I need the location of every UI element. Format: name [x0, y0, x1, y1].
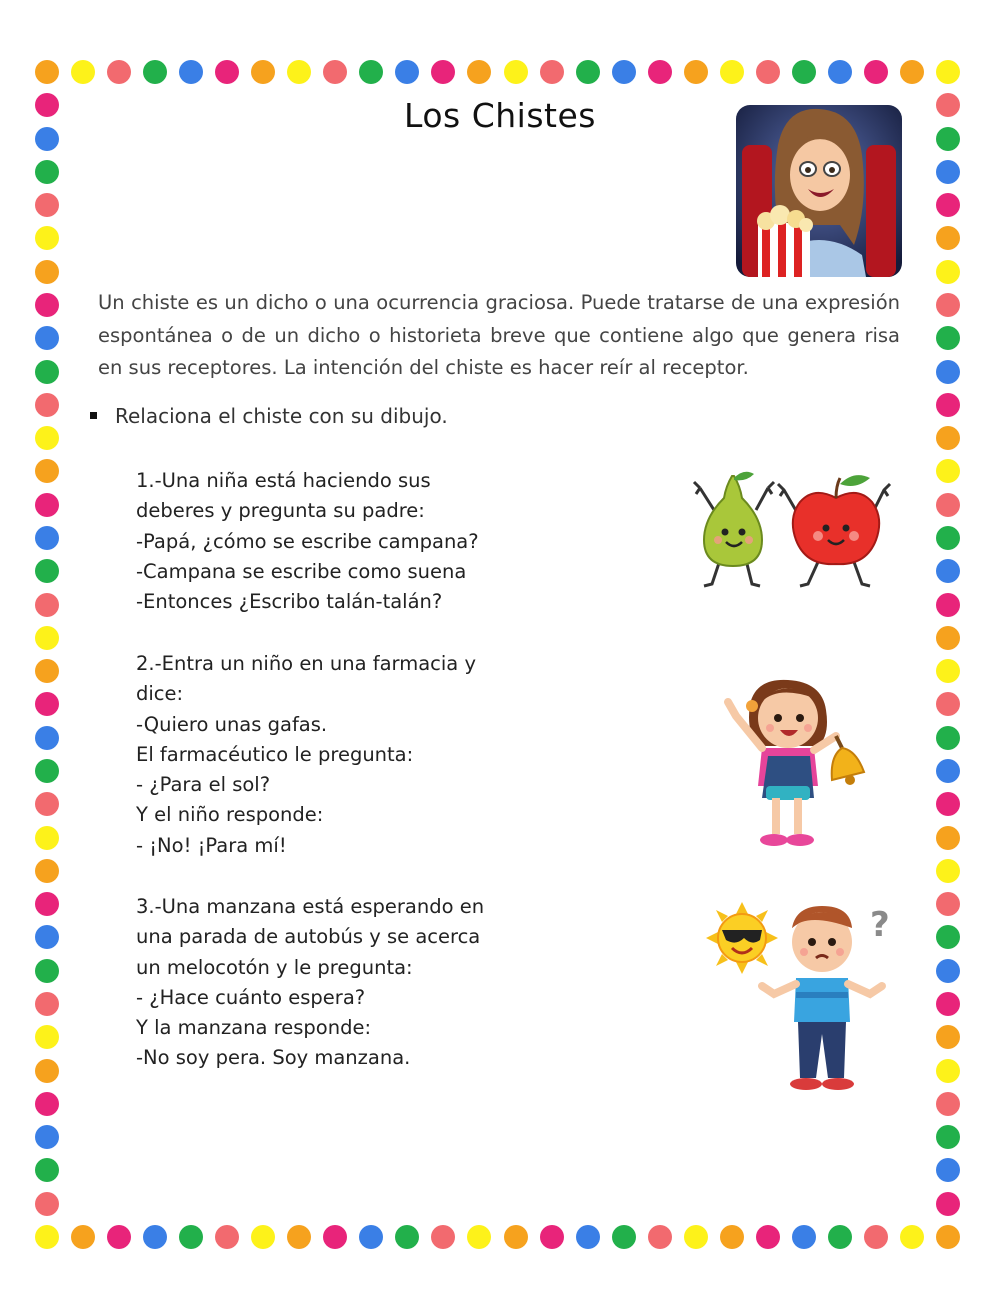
border-dot: [35, 759, 59, 783]
border-dot: [179, 1225, 203, 1249]
border-dot: [35, 393, 59, 417]
border-dot: [936, 426, 960, 450]
border-dot: [179, 60, 203, 84]
border-dot: [936, 1192, 960, 1216]
border-dot: [35, 1092, 59, 1116]
sun-and-boy-image[interactable]: [704, 898, 899, 1098]
joke-line: -Entonces ¿Escribo talán-talán?: [136, 590, 443, 614]
border-dot: [251, 60, 275, 84]
border-dot: [35, 959, 59, 983]
pear-icon: [694, 472, 774, 586]
girl-with-bell-image[interactable]: [718, 676, 878, 856]
border-dot: [35, 559, 59, 583]
border-dot: [35, 1192, 59, 1216]
border-dot: [540, 60, 564, 84]
border-dot: [251, 1225, 275, 1249]
border-dot: [936, 826, 960, 850]
border-dot: [35, 426, 59, 450]
border-dot: [35, 60, 59, 84]
border-dot: [107, 60, 131, 84]
border-dot: [143, 60, 167, 84]
instruction-text: Relaciona el chiste con su dibujo.: [115, 404, 448, 428]
border-dot: [828, 60, 852, 84]
girl-icon: [728, 680, 836, 846]
border-dot: [35, 726, 59, 750]
joke-line: dice:: [136, 682, 184, 706]
border-dot: [35, 360, 59, 384]
joke-line: Y la manzana responde:: [136, 1016, 372, 1040]
border-dot: [143, 1225, 167, 1249]
border-dot: [35, 326, 59, 350]
border-dot: [35, 193, 59, 217]
border-dot: [504, 1225, 528, 1249]
border-dot: [828, 1225, 852, 1249]
border-dot: [936, 559, 960, 583]
border-dot: [648, 1225, 672, 1249]
border-dot: [35, 892, 59, 916]
joke-line: un melocotón y le pregunta:: [136, 955, 413, 979]
border-dot: [936, 892, 960, 916]
joke-line: 2.-Entra un niño en una farmacia y: [136, 652, 476, 675]
border-dot: [215, 60, 239, 84]
border-dot: [612, 1225, 636, 1249]
border-dot: [756, 1225, 780, 1249]
border-dot: [504, 60, 528, 84]
border-dot: [936, 992, 960, 1016]
apple-icon: [778, 475, 890, 586]
border-dot: [936, 493, 960, 517]
border-dot: [936, 326, 960, 350]
joke-line: -No soy pera. Soy manzana.: [136, 1046, 411, 1070]
joke-line: -Papá, ¿cómo se escribe campana?: [136, 529, 479, 553]
border-dot: [323, 60, 347, 84]
border-dot: [720, 60, 744, 84]
border-dot: [936, 1125, 960, 1149]
border-dot: [35, 260, 59, 284]
joke-line: - ¡No! ¡Para mí!: [136, 833, 287, 857]
border-dot: [936, 859, 960, 883]
joke-1: [136, 466, 526, 617]
border-dot: [431, 60, 455, 84]
border-dot: [35, 459, 59, 483]
sun-with-sunglasses-icon: [706, 902, 778, 974]
border-dot: [792, 60, 816, 84]
border-dot: [936, 260, 960, 284]
border-dot: [540, 1225, 564, 1249]
confused-boy-icon: [762, 906, 882, 1090]
border-dot: [107, 1225, 131, 1249]
border-dot: [936, 1059, 960, 1083]
instruction: [90, 401, 448, 431]
border-dot: [467, 60, 491, 84]
border-dot: [467, 1225, 491, 1249]
border-dot: [71, 1225, 95, 1249]
border-dot: [71, 60, 95, 84]
border-dot: [359, 1225, 383, 1249]
border-dot: [576, 60, 600, 84]
joke-line: deberes y pregunta su padre:: [136, 499, 425, 523]
border-dot: [359, 60, 383, 84]
border-dot: [936, 1092, 960, 1116]
border-dot: [936, 593, 960, 617]
question-mark-icon: ?: [870, 905, 890, 945]
pear-and-apple-image[interactable]: [690, 468, 895, 590]
border-dot: [936, 60, 960, 84]
border-dot: [35, 792, 59, 816]
border-dot: [35, 659, 59, 683]
page-title: Los Chistes: [404, 96, 596, 135]
joke-line: Y el niño responde:: [136, 803, 324, 827]
bell-icon: [832, 736, 864, 785]
border-dot: [936, 393, 960, 417]
border-dot: [35, 859, 59, 883]
border-dot: [35, 226, 59, 250]
border-dot: [936, 726, 960, 750]
border-dot: [35, 692, 59, 716]
border-dot: [395, 1225, 419, 1249]
border-dot: [35, 593, 59, 617]
border-dot: [35, 526, 59, 550]
border-dot: [936, 626, 960, 650]
border-dot: [936, 1225, 960, 1249]
joke-line: una parada de autobús y se acerca: [136, 925, 481, 949]
border-dot: [792, 1225, 816, 1249]
border-dot: [936, 925, 960, 949]
border-dot: [720, 1225, 744, 1249]
border-dot: [287, 60, 311, 84]
border-dot: [612, 60, 636, 84]
border-dot: [936, 959, 960, 983]
border-dot: [936, 459, 960, 483]
joke-line: 3.-Una manzana está esperando en: [136, 895, 485, 918]
border-dot: [35, 293, 59, 317]
border-dot: [684, 1225, 708, 1249]
border-dot: [936, 526, 960, 550]
border-dot: [395, 60, 419, 84]
border-dot: [900, 1225, 924, 1249]
border-dot: [35, 1125, 59, 1149]
border-dot: [936, 659, 960, 683]
border-dot: [936, 759, 960, 783]
border-dot: [936, 226, 960, 250]
border-dot: [936, 1158, 960, 1182]
border-dot: [936, 692, 960, 716]
border-dot: [900, 60, 924, 84]
border-dot: [215, 1225, 239, 1249]
border-dot: [936, 160, 960, 184]
joke-line: 1.-Una niña está haciendo sus: [136, 469, 431, 492]
border-dot: [35, 925, 59, 949]
border-dot: [323, 1225, 347, 1249]
border-dot: [684, 60, 708, 84]
joke-2: [136, 649, 526, 861]
border-dot: [936, 792, 960, 816]
border-dot: [287, 1225, 311, 1249]
border-dot: [431, 1225, 455, 1249]
joke-line: - ¿Para el sol?: [136, 773, 271, 797]
border-dot: [35, 1025, 59, 1049]
border-dot: [864, 60, 888, 84]
joke-line: El farmacéutico le pregunta:: [136, 742, 414, 766]
border-dot: [648, 60, 672, 84]
joke-line: -Quiero unas gafas.: [136, 712, 328, 736]
border-dot: [35, 1059, 59, 1083]
border-dot: [35, 626, 59, 650]
border-dot: [35, 1158, 59, 1182]
border-dot: [35, 160, 59, 184]
joke-line: - ¿Hace cuánto espera?: [136, 985, 366, 1009]
border-dot: [864, 1225, 888, 1249]
border-dot: [936, 1025, 960, 1049]
intro-paragraph: Un chiste es un dicho o una ocurrencia graciosa. Puede tratarse de una expresión espontánea o de un dicho o historieta breve que contiene algo que genera risa en sus receptores. La intención del chiste es hacer reír al receptor.: [98, 291, 900, 379]
border-dot: [35, 493, 59, 517]
border-dot: [35, 1225, 59, 1249]
joke-line: -Campana se escribe como suena: [136, 559, 467, 583]
teacher-avatar-image: [736, 105, 902, 277]
border-dot: [576, 1225, 600, 1249]
joke-3: [136, 892, 526, 1074]
border-dot: [936, 193, 960, 217]
border-dot: [35, 826, 59, 850]
border-dot: [756, 60, 780, 84]
border-dot: [936, 293, 960, 317]
border-dot: [35, 992, 59, 1016]
border-dot: [936, 360, 960, 384]
bullet-icon: [90, 412, 97, 419]
